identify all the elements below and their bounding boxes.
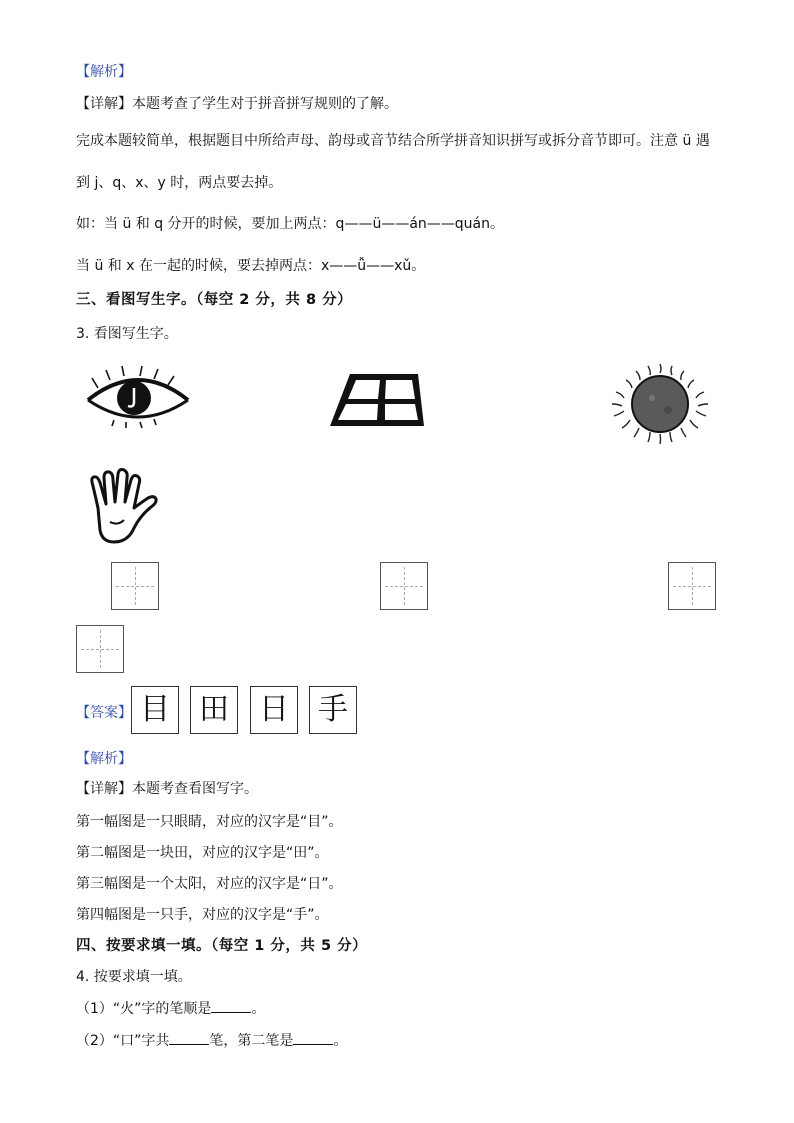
analysis-paragraph: 到 j、q、x、y 时，两点要去掉。 [76, 175, 283, 191]
writing-grid[interactable] [111, 562, 159, 610]
analysis-tag: 【解析】 [76, 751, 132, 767]
writing-grid[interactable] [380, 562, 428, 610]
analysis-detail: 【详解】本题考查看图写字。 [76, 781, 258, 797]
eye-picture [84, 364, 192, 430]
writing-grid[interactable] [668, 562, 716, 610]
question-item [76, 998, 265, 1019]
answer-char-box: 手 [309, 686, 357, 734]
answer-blank[interactable] [211, 998, 251, 1013]
analysis-paragraph: 第四幅图是一只手，对应的汉字是“手”。 [76, 907, 329, 923]
analysis-paragraph: 如：当 ü 和 q 分开的时候，要加上两点：q——ü——án——quán。 [76, 216, 504, 232]
answer-label: 【答案】 [76, 705, 132, 721]
sun-picture [608, 362, 712, 446]
answer-char-box: 田 [190, 686, 238, 734]
question-text: 笔，第二笔是 [209, 1033, 294, 1049]
answer-blank[interactable] [293, 1030, 333, 1045]
field-picture [328, 370, 426, 430]
hand-picture [84, 468, 162, 548]
question-text: 3. 看图写生字。 [76, 326, 178, 342]
question-item [76, 1030, 347, 1051]
question-text: 。 [333, 1033, 348, 1049]
question-text: 。 [251, 1001, 266, 1017]
analysis-paragraph: 当 ü 和 x 在一起的时候，要去掉两点：x——ǚ——xǔ。 [76, 258, 426, 274]
answer-blank[interactable] [169, 1030, 209, 1045]
analysis-paragraph: 第三幅图是一个太阳，对应的汉字是“日”。 [76, 876, 343, 892]
analysis-paragraph: 第二幅图是一块田，对应的汉字是“田”。 [76, 845, 329, 861]
question-text: （2）“口”字共 [76, 1033, 170, 1049]
question-text: 4. 按要求填一填。 [76, 969, 192, 985]
question-text: （1）“火”字的笔顺是 [76, 1001, 212, 1017]
writing-grid[interactable] [76, 625, 124, 673]
analysis-tag: 【解析】 [76, 64, 132, 80]
analysis-detail: 【详解】本题考查了学生对于拼音拼写规则的了解。 [76, 96, 398, 112]
answer-char-box: 日 [250, 686, 298, 734]
analysis-paragraph: 第一幅图是一只眼睛，对应的汉字是“目”。 [76, 814, 343, 830]
section-heading: 三、看图写生字。（每空 2 分，共 8 分） [76, 292, 353, 308]
answer-char-box: 目 [131, 686, 179, 734]
analysis-paragraph: 完成本题较简单，根据题目中所给声母、韵母或音节结合所学拼音知识拼写或拆分音节即可。注意 ü 遇 [76, 133, 710, 149]
section-heading: 四、按要求填一填。（每空 1 分，共 5 分） [76, 938, 368, 954]
